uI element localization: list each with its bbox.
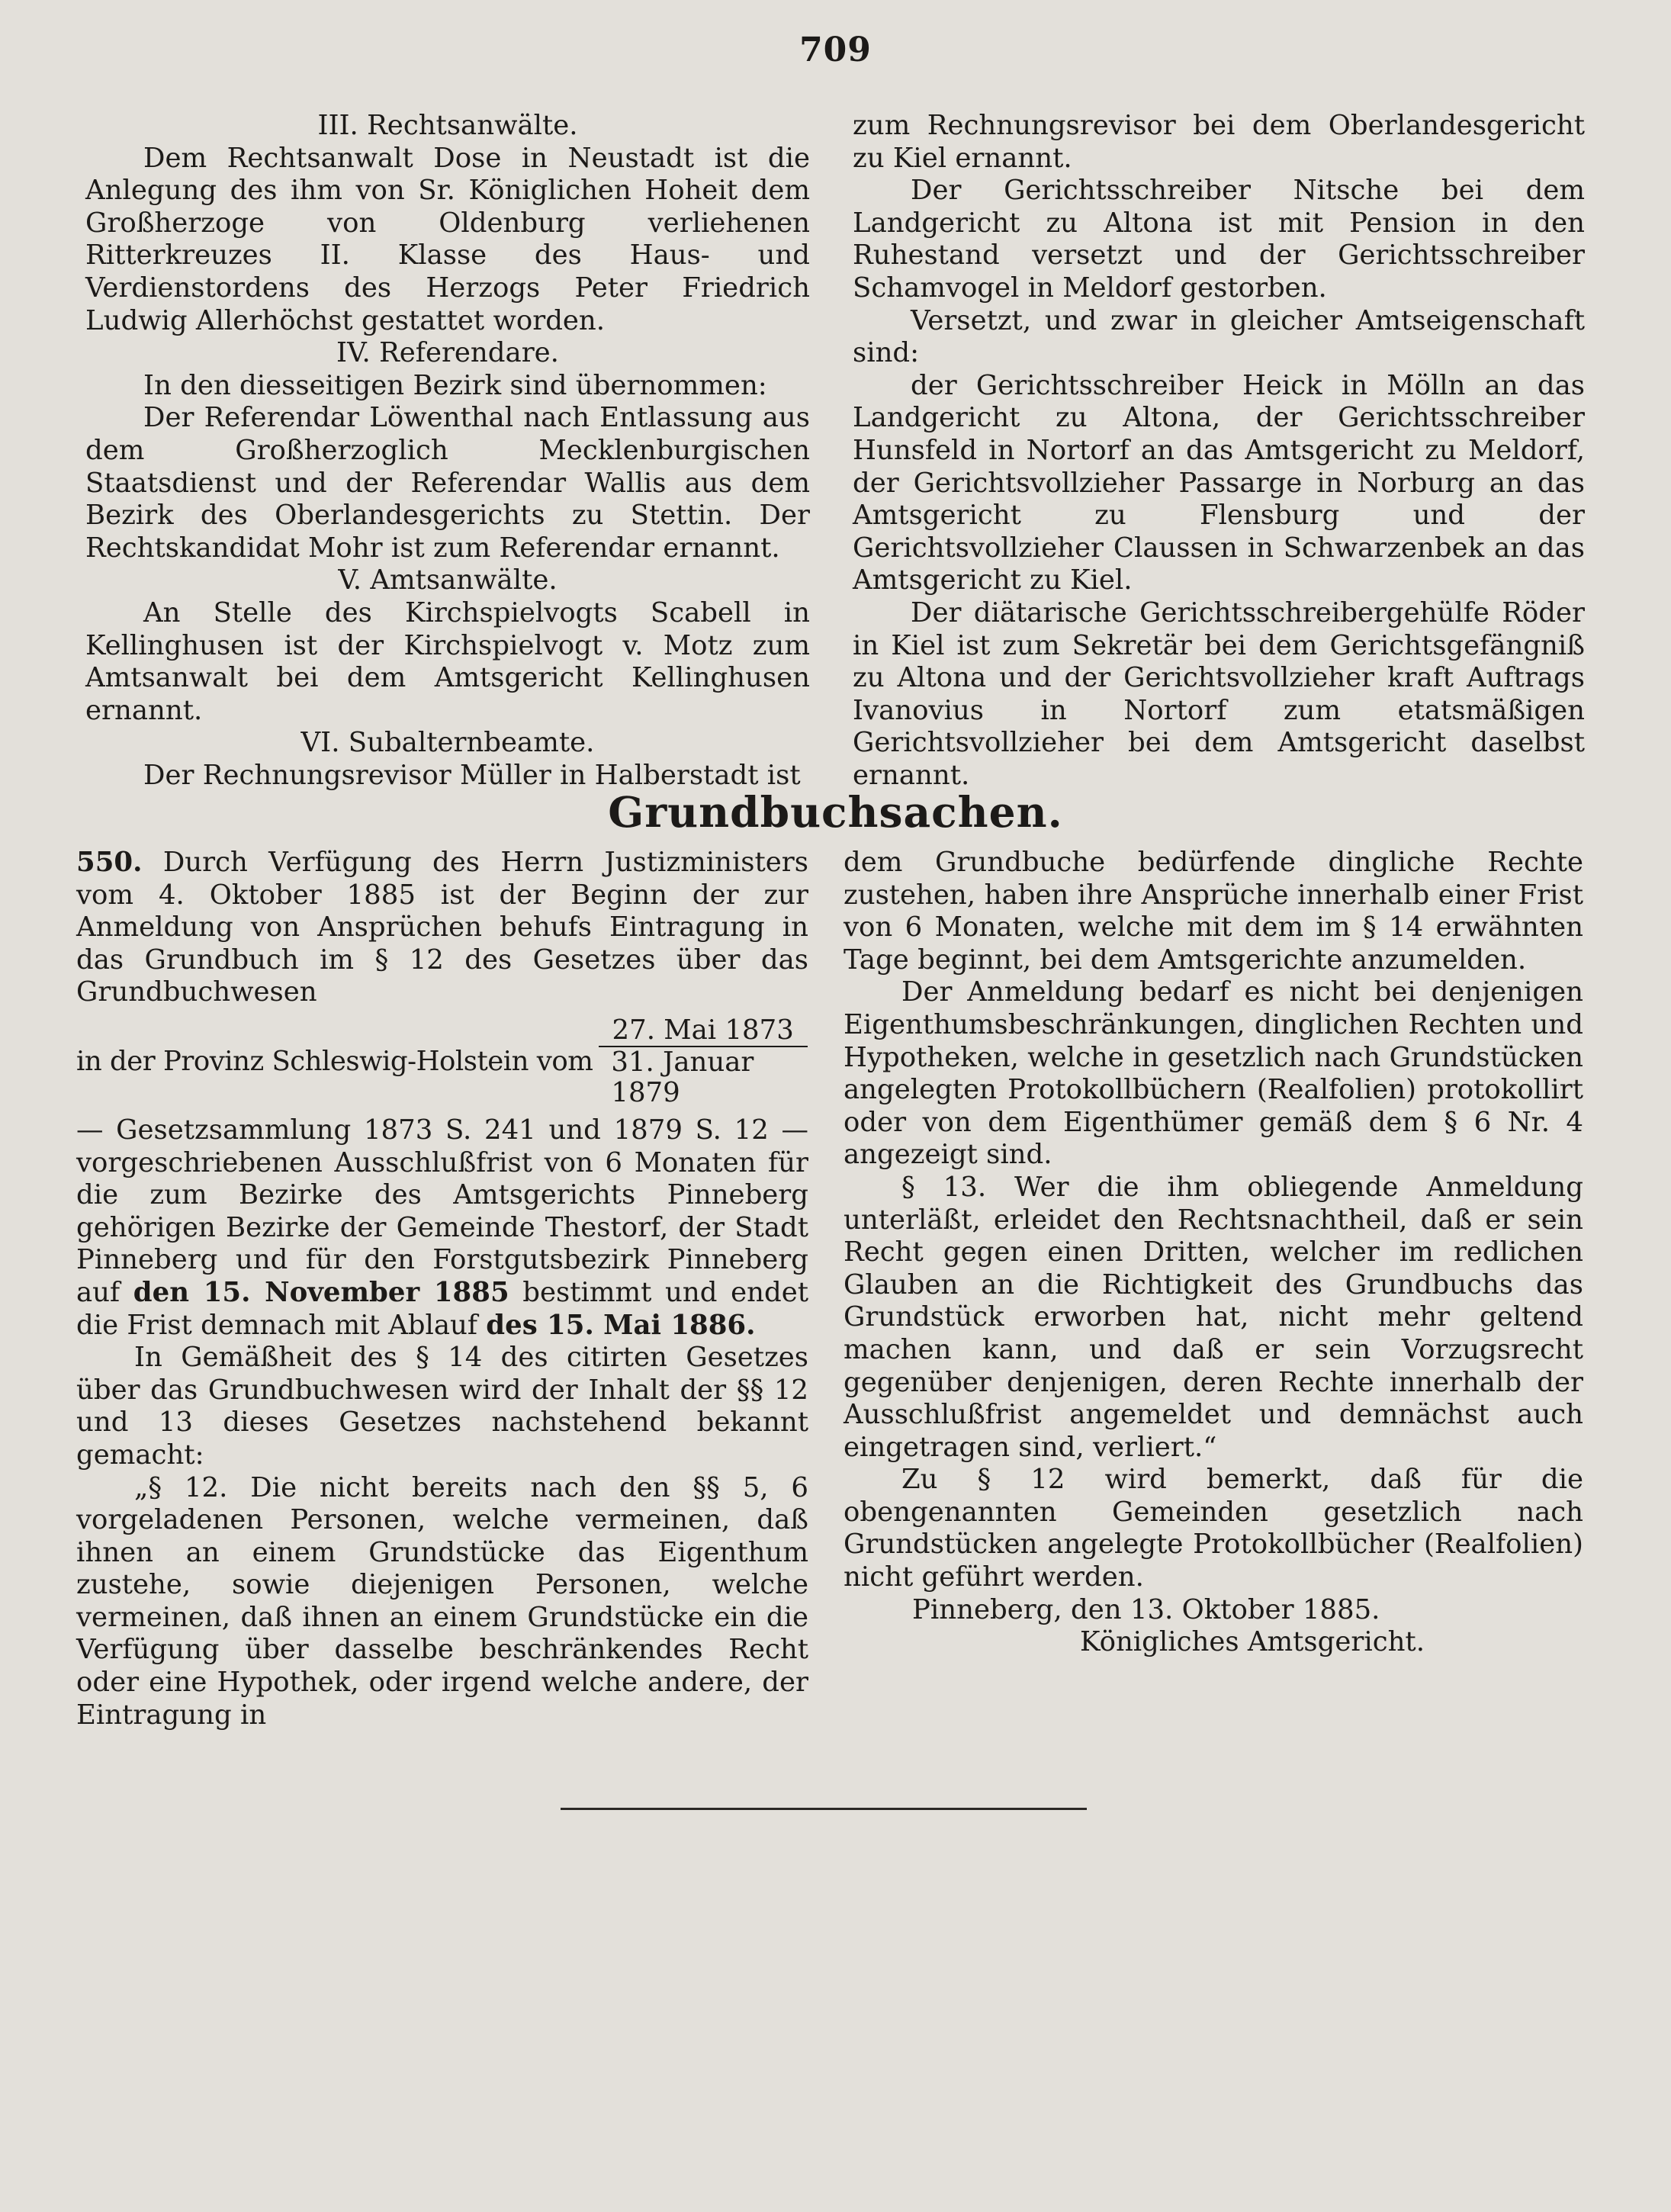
paragraph: Dem Rechtsanwalt Dose in Neustadt ist die Anlegung des ihm von Sr. Königlichen Hoheit dem Großherzoge von Oldenburg verliehenen Ritterkreuzes II. Klasse des Haus- und Verdienstordens des Herzogs Peter Friedrich Ludwig Allerhöchst gestattet worden. — [85, 142, 810, 336]
paragraph-text: Durch Verfügung des Herrn Justizministers vom 4. Oktober 1885 ist der Beginn der zur Anmeldung von Ansprüchen behufs Eintragung in das Grundbuch im § 12 des Gesetzes über das Grundbuchwesen — [76, 847, 808, 1008]
fraction-numerator: 27. Mai 1873 — [599, 1015, 808, 1047]
paragraph-text: — Gesetzsammlung 1873 S. 241 und 1879 S. 12 — vorgeschriebenen Ausschlußfrist von 6 Monaten für die zum Bezirke des Amtsgerichts Pinneberg gehörigen Bezirke der Gemeinde Thestorf, der Stadt Pinneberg und für den Forstgutsbezirk Pinneberg auf — [76, 1114, 808, 1308]
paragraph: Versetzt, und zwar in gleicher Amtseigenschaft sind: — [853, 304, 1585, 369]
heading-amtsanwaelte: V. Amtsanwälte. — [338, 564, 558, 596]
paragraph-text: bestimmt und endet die Frist demnach mit Ablauf — [76, 1276, 808, 1341]
left-column-top — [85, 110, 810, 792]
paragraph-section-13: § 13. Wer die ihm obliegende Anmeldung unterläßt, erleidet den Rechtsnachtheil, daß er sein Recht gegen einen Dritten, welcher im redlichen Glauben an die Richtigkeit des Grundbuchs das Grundstück erworben hat, nicht mehr geltend machen kann, und daß er sein Vorzugsrecht gegenüber denjenigen, deren Rechte innerhalb der Ausschlußfrist angemeldet und demnächst auch eingetragen sind, verliert.“ — [844, 1171, 1583, 1463]
paragraph: Zu § 12 wird bemerkt, daß für die obengenannten Gemeinden gesetzlich nach Grundstücken angelegte Protokollbücher (Realfolien) nicht geführt werden. — [844, 1464, 1583, 1593]
law-date-fraction-line — [76, 1015, 808, 1108]
paragraph: An Stelle des Kirchspielvogts Scabell in Kellinghusen ist der Kirchspielvogt v. Motz zum Amtsanwalt bei dem Amtsgericht Kellinghusen ernannt. — [85, 596, 810, 726]
start-date: den 15. November 1885 — [133, 1276, 509, 1308]
end-date: des 15. Mai 1886. — [486, 1309, 756, 1341]
right-column-top — [853, 110, 1585, 792]
right-column-bottom — [844, 847, 1583, 1659]
paragraph: In den diesseitigen Bezirk sind übernommen: — [143, 369, 767, 401]
heading-rechtsanwaelte: III. Rechtsanwälte. — [317, 110, 578, 141]
paragraph: Der Anmeldung bedarf es nicht bei denjenigen Eigenthumsbeschränkungen, dinglichen Rechten und Hypotheken, welche in gesetzlich nach Grundstücken angelegten Protokollbüchern (Realfolien) protokollirt oder von dem Eigenthümer gemäß dem § 6 Nr. 4 angezeigt sind. — [844, 976, 1583, 1171]
signature-court: Königliches Amtsgericht. — [1080, 1626, 1425, 1658]
paragraph-550 — [76, 847, 808, 1009]
fraction-label: in der Provinz Schleswig-Holstein vom — [76, 1045, 593, 1077]
paragraph: dem Grundbuche bedürfende dingliche Rechte zustehen, haben ihre Ansprüche innerhalb einer Frist von 6 Monaten, welche mit dem im § 14 erwähnten Tage beginnt, bei dem Amtsgerichte anzumelden. — [844, 847, 1583, 976]
heading-subalternbeamte: VI. Subalternbeamte. — [300, 727, 595, 759]
end-rule — [561, 1808, 1087, 1810]
fraction-denominator: 31. Januar 1879 — [611, 1046, 754, 1108]
paragraph-section-12: „§ 12. Die nicht bereits nach den §§ 5, 6 vorgeladenen Personen, welche vermeinen, daß ihnen an einem Grundstücke das Eigenthum zustehe, sowie diejenigen Personen, welche vermeinen, daß ihnen an einem Grundstücke ein die Verfügung über dasselbe beschränkendes Recht oder eine Hypothek, oder irgend welche andere, der Eintragung in — [76, 1471, 808, 1731]
paragraph: Der diätarische Gerichtsschreibergehülfe Röder in Kiel ist zum Sekretär bei dem Gerichtsgefängniß zu Altona und der Gerichtsvollzieher kraft Auftrags Ivanovius in Nortorf zum etatsmäßigen Gerichtsvollzieher bei dem Amtsgericht daselbst ernannt. — [853, 596, 1585, 791]
signature-place-date: Pinneberg, den 13. Oktober 1885. — [912, 1593, 1380, 1625]
paragraph: Der Gerichtsschreiber Nitsche bei dem Landgericht zu Altona ist mit Pension in den Ruhestand versetzt und der Gerichtsschreiber Schamvogel in Meldorf gestorben. — [853, 175, 1585, 304]
paragraph — [76, 1114, 808, 1342]
page-number: 709 — [799, 31, 872, 69]
paragraph: Der Referendar Löwenthal nach Entlassung aus dem Großherzoglich Mecklenburgischen Staatsdienst und der Referendar Wallis aus dem Bezirk des Oberlandesgerichts zu Stettin. Der Rechtskandidat Mohr ist zum Referendar ernannt. — [85, 402, 810, 564]
entry-number: 550. — [76, 847, 143, 878]
paragraph: Der Rechnungsrevisor Müller in Halberstadt ist — [143, 759, 801, 791]
paragraph: In Gemäßheit des § 14 des citirten Gesetzes über das Grundbuchwesen wird der Inhalt der §§ 12 und 13 dieses Gesetzes nachstehend bekannt gemacht: — [76, 1342, 808, 1471]
left-column-bottom — [76, 847, 808, 1731]
paragraph: zum Rechnungsrevisor bei dem Oberlandesgericht zu Kiel ernannt. — [853, 110, 1585, 174]
law-date-fraction — [597, 1015, 808, 1108]
section-heading: Grundbuchsachen. — [608, 787, 1063, 837]
heading-referendare: IV. Referendare. — [336, 337, 559, 369]
paragraph: der Gerichtsschreiber Heick in Mölln an das Landgericht zu Altona, der Gerichtsschreiber Hunsfeld in Nortorf an das Amtsgericht zu Meldorf, der Gerichtsvollzieher Passarge in Norburg an das Amtsgericht zu Flensburg und der Gerichtsvollzieher Claussen in Schwarzenbek an das Amtsgericht zu Kiel. — [853, 369, 1585, 596]
